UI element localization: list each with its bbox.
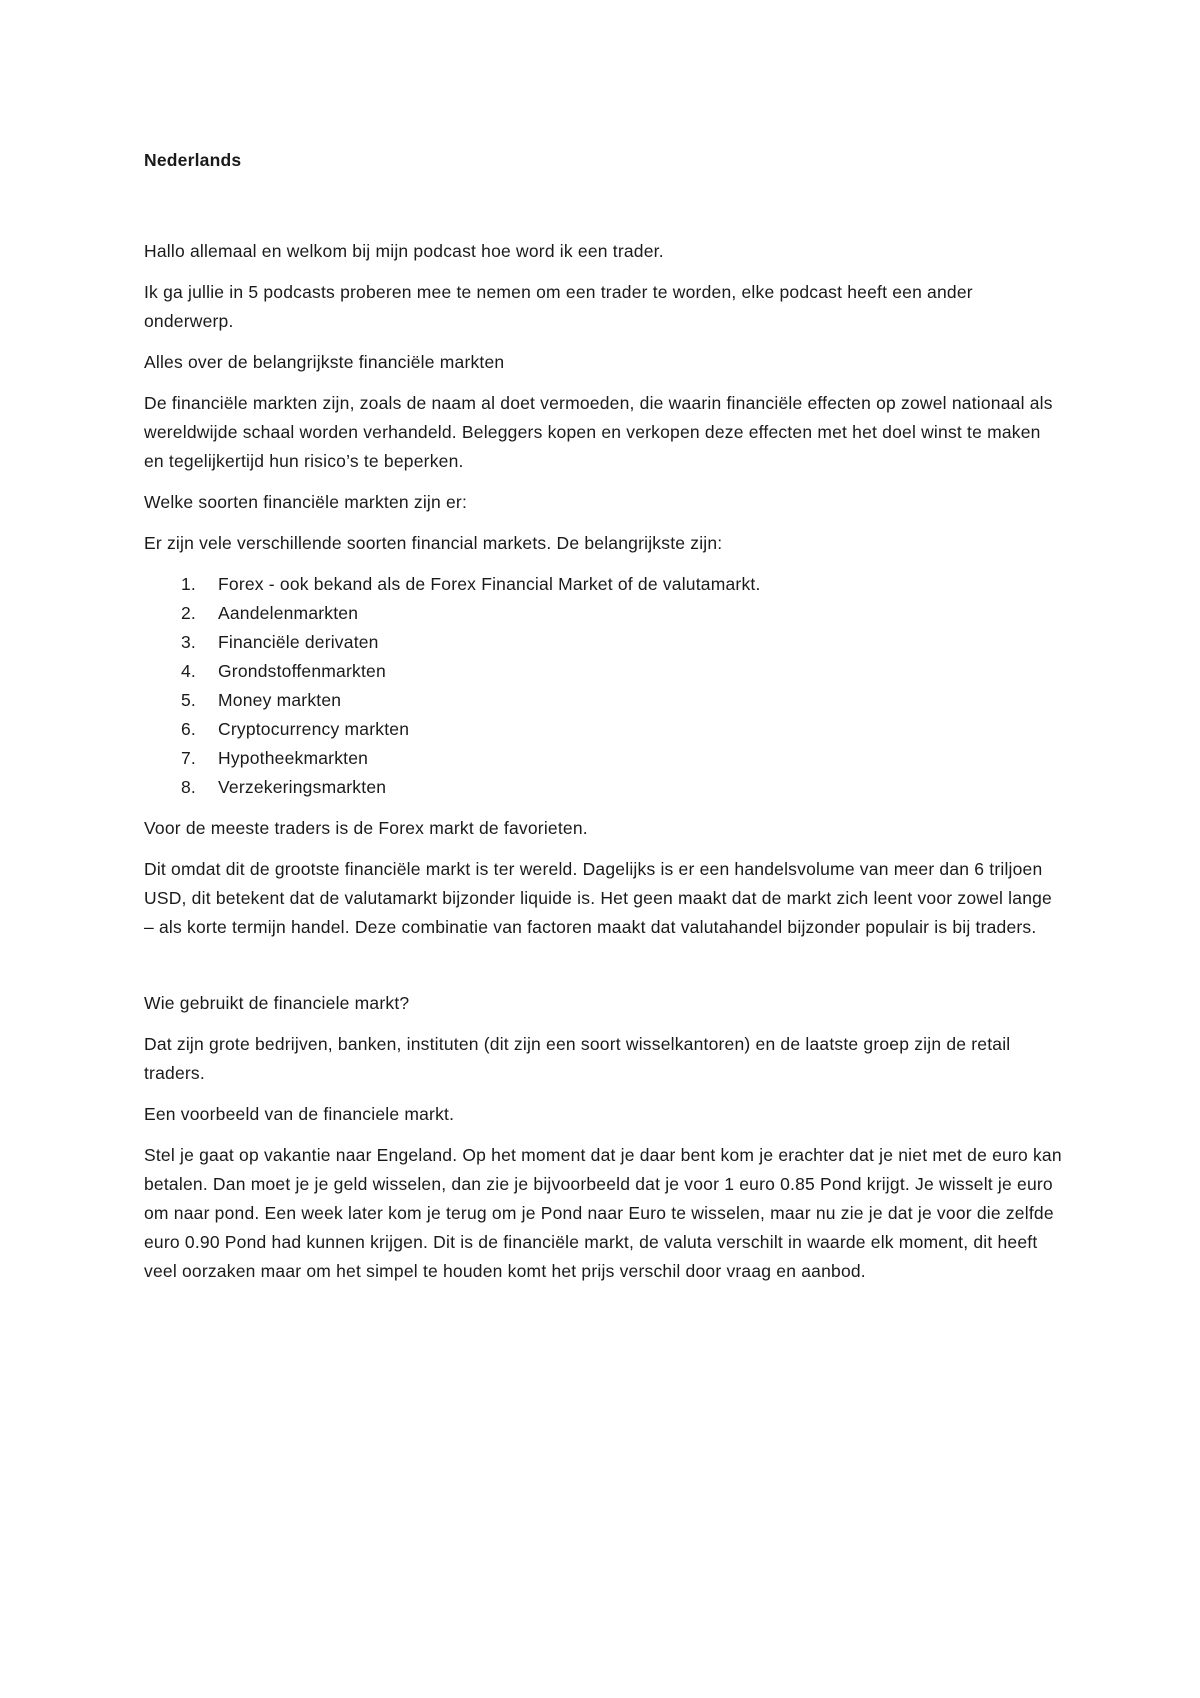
document-body: [144, 146, 1064, 1298]
paragraph-podcast-series: Ik ga jullie in 5 podcasts proberen mee te nemen om een trader te worden, elke podcast heeft een ander onderwerp.: [144, 282, 973, 331]
list-item: [144, 686, 1064, 715]
list-item: [144, 773, 1064, 802]
paragraph-forex-favorite: Voor de meeste traders is de Forex markt de favorieten.: [144, 818, 588, 838]
list-item-number: 7.: [181, 748, 196, 768]
market-list: [144, 570, 1064, 802]
list-item: [144, 570, 1064, 599]
list-item-number: 5.: [181, 690, 196, 710]
list-item: [144, 628, 1064, 657]
paragraph-example-story: Stel je gaat op vakantie naar Engeland. Op het moment dat je daar bent kom je erachter dat je niet met de euro kan betalen. Dan moet je je geld wisselen, dan zie je bijvoorbeeld dat je voor 1 euro 0.85 Pond krijgt. Je wisselt je euro om naar pond. Een week later kom je terug om je Pond naar Euro te wisselen, maar nu zie je dat je voor die zelfde euro 0.90 Pond had kunnen krijgen. Dit is de financiële markt, de valuta verschilt in waarde elk moment, dit heeft veel oorzaken maar om het simpel te houden komt het prijs verschil door vraag en aanbod.: [144, 1145, 1062, 1281]
list-item-text: Forex - ook bekand als de Forex Financial Market of de valutamarkt.: [218, 574, 761, 594]
paragraph-markets-definition: De financiële markten zijn, zoals de naam al doet vermoeden, die waarin financiële effecten op zowel nationaal als wereldwijde schaal worden verhandeld. Beleggers kopen en verkopen deze effecten met het doel winst te maken en tegelijkertijd hun risico’s te beperken.: [144, 393, 1053, 471]
list-item-number: 1.: [181, 574, 196, 594]
list-item-number: 4.: [181, 661, 196, 681]
list-item-text: Hypotheekmarkten: [218, 748, 369, 768]
list-item: [144, 744, 1064, 773]
paragraph-section-heading: Alles over de belangrijkste financiële markten: [144, 352, 505, 372]
list-item-text: Money markten: [218, 690, 342, 710]
list-item-text: Grondstoffenmarkten: [218, 661, 386, 681]
paragraph-users-answer: Dat zijn grote bedrijven, banken, instituten (dit zijn een soort wisselkantoren) en de laatste groep zijn de retail traders.: [144, 1034, 1011, 1083]
paragraph-market-types-intro: Er zijn vele verschillende soorten financial markets. De belangrijkste zijn:: [144, 533, 723, 553]
list-item: [144, 715, 1064, 744]
document-title: Nederlands: [144, 150, 242, 170]
paragraph-users-question: Wie gebruikt de financiele markt?: [144, 993, 410, 1013]
list-item-text: Aandelenmarkten: [218, 603, 359, 623]
paragraph-example-heading: Een voorbeeld van de financiele markt.: [144, 1104, 455, 1124]
list-item-number: 6.: [181, 719, 196, 739]
list-item-text: Financiële derivaten: [218, 632, 379, 652]
paragraph-market-types-question: Welke soorten financiële markten zijn er:: [144, 492, 468, 512]
list-item-number: 2.: [181, 603, 196, 623]
list-item-number: 8.: [181, 777, 196, 797]
list-item: [144, 599, 1064, 628]
list-item-number: 3.: [181, 632, 196, 652]
paragraph-forex-explanation: Dit omdat dit de grootste financiële markt is ter wereld. Dagelijks is er een handelsvolume van meer dan 6 triljoen USD, dit betekent dat de valutamarkt bijzonder liquide is. Het geen maakt dat de markt zich leent voor zowel lange – als korte termijn handel. Deze combinatie van factoren maakt dat valutahandel bijzonder populair is bij traders.: [144, 859, 1052, 937]
paragraph-greeting: Hallo allemaal en welkom bij mijn podcast hoe word ik een trader.: [144, 241, 664, 261]
list-item-text: Cryptocurrency markten: [218, 719, 410, 739]
list-item: [144, 657, 1064, 686]
list-item-text: Verzekeringsmarkten: [218, 777, 387, 797]
